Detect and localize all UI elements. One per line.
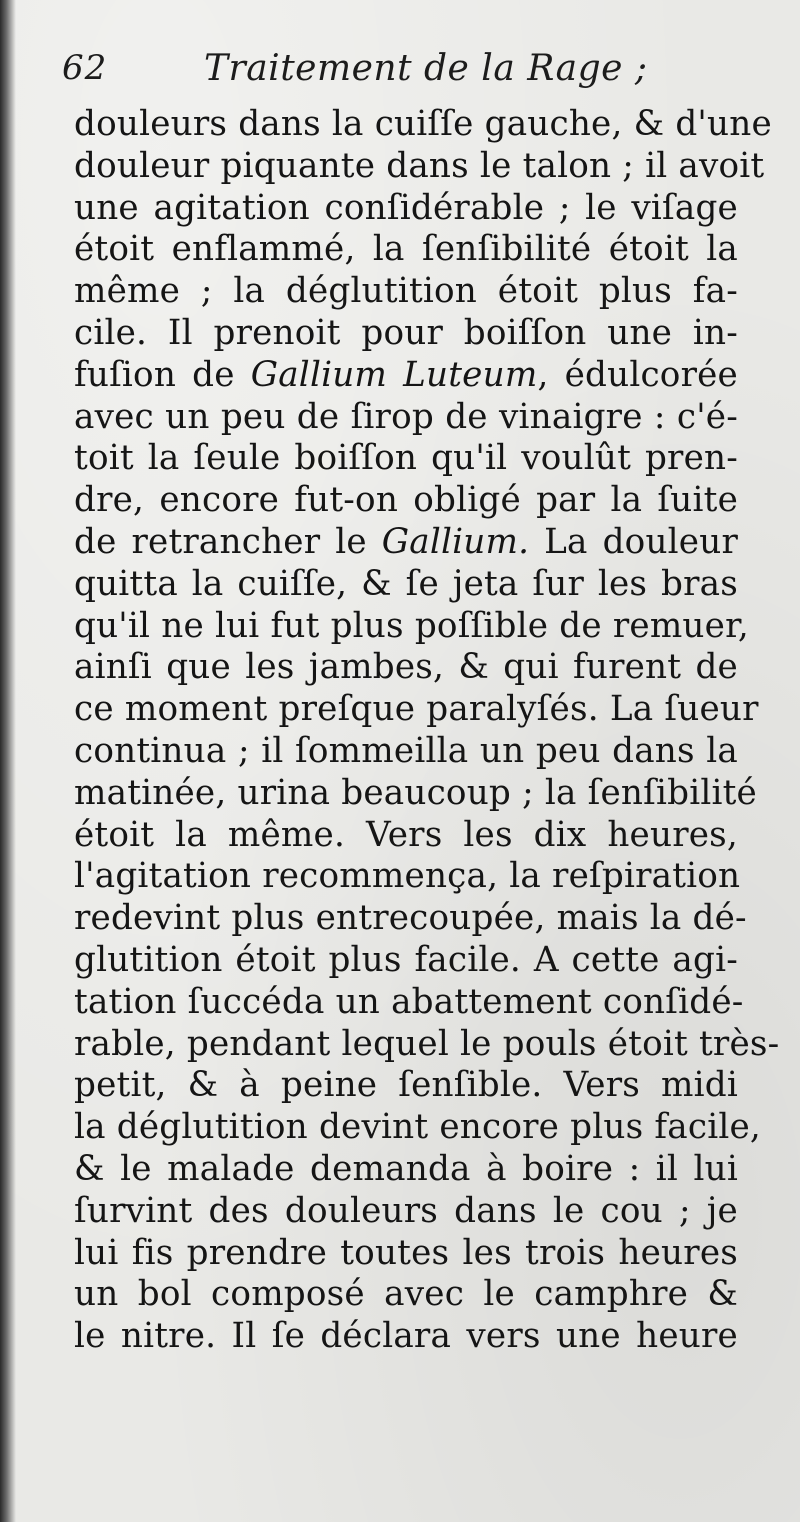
text-line: lui fis prendre toutes les trois heures bbox=[74, 1232, 738, 1273]
text-line: petit, & à peine ſenſible. Vers midi bbox=[74, 1065, 738, 1106]
binding-shadow bbox=[0, 0, 16, 1522]
text-line: l'agitation recommença, la reſpiration bbox=[74, 856, 741, 897]
text-line: ſurvint des douleurs dans le cou ; je bbox=[74, 1190, 738, 1231]
text-line: & le malade demanda à boire : il lui bbox=[74, 1148, 738, 1189]
text-line: un bol composé avec le camphre & bbox=[74, 1274, 738, 1315]
italic-term: Gallium. bbox=[381, 521, 530, 562]
text-line: la déglutition devint encore plus facile, bbox=[74, 1107, 761, 1148]
text-line bbox=[74, 355, 738, 397]
running-head: Traitement de la Rage ; bbox=[204, 48, 648, 89]
text-line: continua ; il ſommeilla un peu dans la bbox=[74, 730, 738, 771]
text-run: fuſion de bbox=[74, 354, 251, 395]
page-number: 62 bbox=[62, 48, 108, 88]
text-line: qu'il ne lui fut plus poſſible de remuer, bbox=[74, 605, 749, 646]
text-line: une agitation conſidérable ; le viſage bbox=[74, 187, 738, 228]
text-line: rable, pendant lequel le pouls étoit très- bbox=[74, 1023, 780, 1064]
text-line: douleurs dans la cuiſſe gauche, & d'une bbox=[74, 104, 772, 144]
text-line: toit la ſeule boiſſon qu'il voulût pren- bbox=[74, 438, 738, 479]
text-run: de retrancher le bbox=[74, 521, 382, 562]
text-line: dre, encore fut-on obligé par la ſuite bbox=[74, 480, 738, 521]
text-line: ce moment preſque paralyſés. La ſueur bbox=[74, 689, 759, 730]
text-line: quitta la cuiſſe, & ſe jeta ſur les bras bbox=[74, 563, 738, 604]
text-line: avec un peu de ſirop de vinaigre : c'é- bbox=[74, 396, 738, 437]
text-line: redevint plus entrecoupée, mais la dé- bbox=[74, 898, 747, 939]
text-run: La douleur bbox=[529, 521, 738, 562]
text-line: cile. Il prenoit pour boiſſon une in- bbox=[74, 312, 738, 353]
text-line: matinée, urina beaucoup ; la ſenſibilité bbox=[74, 772, 757, 813]
page-header bbox=[62, 48, 742, 98]
text-line: même ; la déglutition étoit plus fa- bbox=[74, 271, 738, 312]
text-run: , édulcorée bbox=[537, 354, 738, 395]
text-line: étoit enflammé, la ſenſibilité étoit la bbox=[74, 229, 738, 270]
text-line: tation ſuccéda un abattement conſidé- bbox=[74, 981, 744, 1022]
italic-term: Gallium Luteum bbox=[250, 354, 538, 395]
text-line: douleur piquante dans le talon ; il avoit bbox=[74, 145, 765, 186]
text-line: ainſi que les jambes, & qui furent de bbox=[74, 647, 738, 688]
text-line: le nitre. Il ſe déclara vers une heure bbox=[74, 1316, 738, 1357]
text-line bbox=[74, 522, 738, 564]
body-text bbox=[74, 104, 780, 1358]
text-line: glutition étoit plus facile. A cette agi- bbox=[74, 939, 738, 980]
text-line: étoit la même. Vers les dix heures, bbox=[74, 814, 738, 855]
